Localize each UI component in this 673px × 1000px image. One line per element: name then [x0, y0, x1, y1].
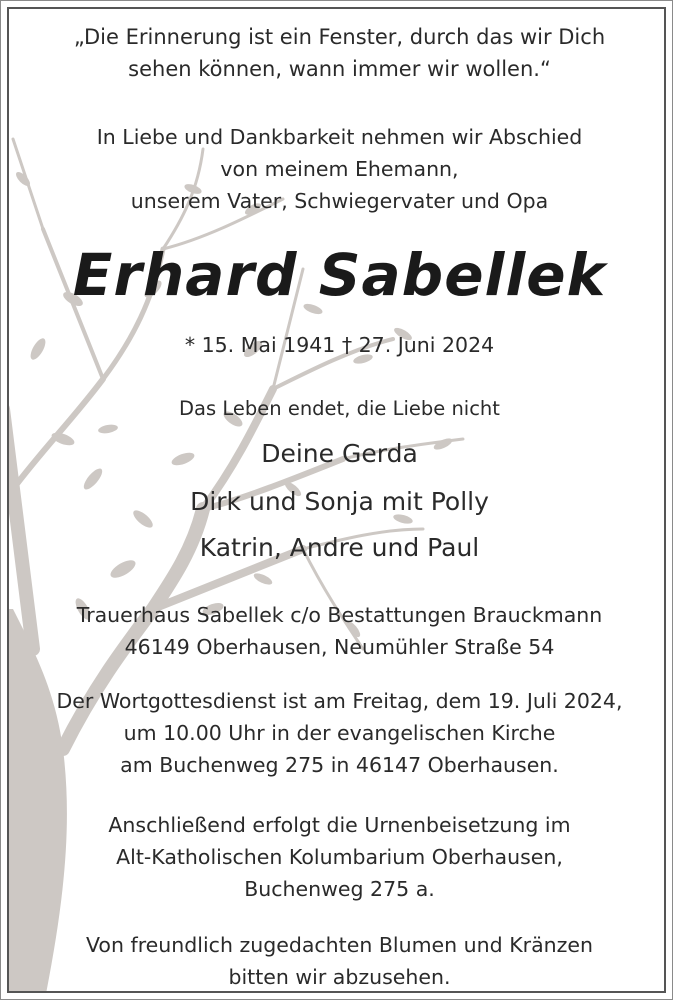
mourner-3: Katrin, Andre und Paul	[199, 533, 480, 562]
quote-line-2: sehen können, wann immer wir wollen.“	[128, 57, 551, 81]
mourner-2: Dirk und Sonja mit Polly	[190, 487, 489, 516]
burial-line-2: Alt-Katholischen Kolumbarium Oberhausen,	[116, 845, 563, 869]
intro-line-1: In Liebe und Dankbarkeit nehmen wir Abschied	[96, 125, 583, 149]
notice-border	[7, 7, 666, 993]
intro-line-2: von meinem Ehemann,	[220, 157, 459, 181]
address-line-1: Trauerhaus Sabellek c/o Bestattungen Brauckmann	[76, 603, 603, 627]
burial-line-1: Anschließend erfolgt die Urnenbeisetzung im	[108, 813, 571, 837]
quote-line-1: „Die Erinnerung ist ein Fenster, durch das wir Dich	[73, 25, 606, 49]
motto: Das Leben endet, die Liebe nicht	[179, 397, 500, 420]
deceased-name: Erhard Sabellek	[72, 241, 607, 309]
service-line-3: am Buchenweg 275 in 46147 Oberhausen.	[120, 753, 559, 777]
mourner-1: Deine Gerda	[261, 439, 418, 468]
service-line-2: um 10.00 Uhr in der evangelischen Kirche	[123, 721, 556, 745]
life-dates: * 15. Mai 1941 † 27. Juni 2024	[184, 333, 495, 357]
address-line-2: 46149 Oberhausen, Neumühler Straße 54	[124, 635, 555, 659]
closing-line-2: bitten wir abzusehen.	[228, 965, 451, 989]
intro-line-3: unserem Vater, Schwiegervater und Opa	[130, 189, 549, 213]
service-line-1: Der Wortgottesdienst ist am Freitag, dem 19. Juli 2024,	[56, 689, 623, 713]
burial-line-3: Buchenweg 275 a.	[244, 877, 435, 901]
closing-line-1: Von freundlich zugedachten Blumen und Kränzen	[86, 933, 593, 957]
